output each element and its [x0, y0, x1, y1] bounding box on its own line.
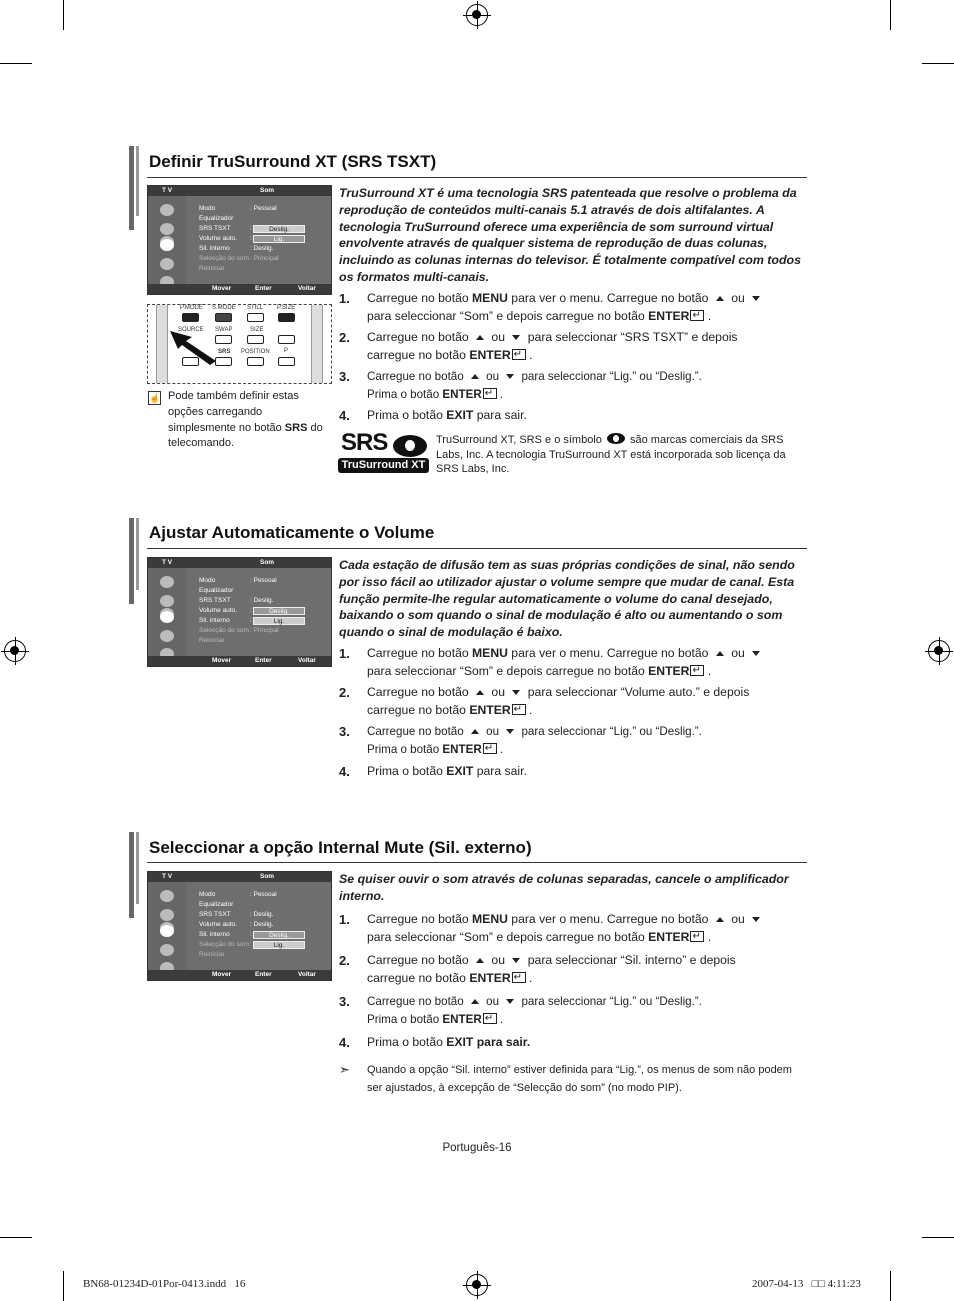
up-arrow-icon	[471, 374, 479, 379]
down-arrow-icon	[506, 999, 514, 1004]
remote-label: P.MODE	[180, 305, 203, 311]
osd-row-value: :	[250, 235, 252, 242]
osd-row-value: :	[250, 931, 252, 938]
section-marker	[136, 146, 139, 216]
osd-tv-label: T V	[162, 873, 173, 880]
osd-row-label: Reinicíar	[199, 265, 225, 272]
osd-foot-back: Voltar	[298, 971, 316, 978]
intro-paragraph: Se quiser ouvir o som através de colunas separadas, cancele o amplificador interno.	[339, 872, 789, 903]
osd-row-label: Equalizador	[199, 901, 234, 908]
picture-icon	[160, 890, 174, 902]
osd-sidebar	[148, 196, 186, 284]
osd-row-value: : Deslig.	[250, 911, 274, 918]
down-arrow-icon	[752, 917, 760, 922]
osd-foot-move: Mover	[212, 971, 232, 978]
remote-label: SIZE	[250, 327, 264, 333]
osd-row-label: Volume auto.	[199, 921, 237, 928]
remote-pmode-button	[182, 313, 199, 322]
osd-row-value: :	[250, 617, 252, 624]
remote-label: STILL	[247, 305, 264, 311]
up-arrow-icon	[471, 999, 479, 1004]
side-note: Pode também definir estas opções carregando simplesmente no botão SRS do telecomando.	[168, 390, 323, 450]
osd-foot-move: Mover	[212, 285, 232, 292]
enter-icon	[512, 972, 526, 983]
section-rule	[147, 177, 807, 178]
osd-menu-som	[147, 871, 332, 981]
picture-icon	[160, 909, 174, 921]
down-arrow-icon	[512, 335, 520, 340]
remote-up-button	[278, 335, 295, 344]
crop-mark	[890, 1271, 891, 1301]
up-arrow-icon	[716, 296, 724, 301]
osd-tv-label: T V	[162, 559, 173, 566]
osd-sidebar	[148, 568, 186, 656]
up-arrow-icon	[476, 958, 484, 963]
remote-control-illustration	[147, 304, 332, 384]
osd-row-value: : Deslig.	[250, 921, 274, 928]
osd-option-deslig: Deslig.	[253, 225, 305, 233]
trademark-note: TruSurround XT, SRS e o símbolo são marcas comerciais da SRS Labs, Inc. A tecnologia TruSurround XT está incorporada sob licença da SRS Labs, Inc.	[436, 434, 786, 475]
osd-row-label: Selecção do som	[199, 255, 249, 262]
osd-title: Som	[260, 873, 275, 880]
intro-paragraph: Cada estação de difusão tem as suas próprias condições de sinal, não sendo por isso fácil ao utilizador ajustar o volume sempre que mudar de canal. Esta função permite-lhe regular automaticamente o volume do canal desejado, baixando o som quando o sinal de modulação é alto ou aumentando o som quando o sinal de modulação é baixo.	[339, 558, 795, 640]
osd-row-value: : Deslig.	[250, 245, 274, 252]
remote-size-button	[247, 335, 264, 344]
pointer-arrow-icon	[170, 327, 220, 367]
section-marker	[136, 518, 139, 590]
osd-foot-enter: Enter	[255, 657, 272, 664]
down-arrow-icon	[752, 296, 760, 301]
down-arrow-icon	[752, 651, 760, 656]
registration-mark-icon	[466, 1274, 488, 1296]
osd-row-value: : Deslig.	[250, 597, 274, 604]
enter-icon	[690, 310, 704, 321]
note-arrow-icon: ➣	[339, 1062, 350, 1077]
osd-foot-back: Voltar	[298, 657, 316, 664]
down-arrow-icon	[512, 958, 520, 963]
osd-foot-enter: Enter	[255, 971, 272, 978]
up-arrow-icon	[716, 651, 724, 656]
osd-row-value: : Principal	[250, 627, 279, 634]
enter-icon	[483, 743, 497, 754]
osd-foot-back: Voltar	[298, 285, 316, 292]
osd-title: Som	[260, 187, 275, 194]
osd-row-label: Reinicíar	[199, 637, 225, 644]
osd-tv-label: T V	[162, 187, 173, 194]
note-hand-icon: ☝	[149, 393, 161, 403]
enter-icon	[690, 665, 704, 676]
remote-label: P	[284, 348, 289, 354]
section-marker	[129, 518, 134, 604]
osd-row-label: Sil. interno	[199, 931, 230, 938]
up-arrow-icon	[471, 729, 479, 734]
crop-mark	[63, 0, 64, 30]
page-number: Português-16	[442, 1142, 512, 1154]
channel-icon	[160, 258, 174, 270]
remote-label: SWAP	[215, 327, 233, 333]
osd-row-value: : Principal	[250, 255, 279, 262]
osd-title: Som	[260, 559, 275, 566]
sound-icon	[160, 611, 174, 623]
remote-srs-label: SRS	[218, 349, 231, 355]
remote-still-button	[247, 313, 264, 322]
remote-label: POSITION	[241, 349, 270, 355]
channel-icon	[160, 944, 174, 956]
osd-row-value: : Pessoal	[250, 205, 277, 212]
date-slug: 2007-04-13 □□ 4:11:23	[752, 1278, 861, 1290]
picture-icon	[160, 204, 174, 216]
osd-option-lig: Lig.	[253, 617, 305, 625]
remote-label: SOURCE	[178, 327, 204, 333]
osd-row-label: Volume auto.	[199, 607, 237, 614]
osd-row-label: Equalizador	[199, 215, 234, 222]
registration-mark-icon	[928, 640, 950, 662]
osd-option-lig: Lig.	[253, 235, 305, 243]
section-marker	[129, 146, 134, 230]
srs-trusurround-logo: SRS TruSurround XT	[338, 432, 430, 475]
osd-row-value: : Pessoal	[250, 891, 277, 898]
down-arrow-icon	[506, 729, 514, 734]
crop-mark	[0, 63, 32, 64]
pip-note: Quando a opção “Sil. interno” estiver definida para “Lig.”, os menus de som não podem ser ajustados, à excepção de “Selecção do som” (no modo PIP).	[367, 1064, 792, 1094]
down-arrow-icon	[506, 374, 514, 379]
sound-icon	[160, 925, 174, 937]
crop-mark	[0, 1237, 32, 1238]
osd-row-label: Modo	[199, 205, 216, 212]
enter-icon	[483, 388, 497, 399]
osd-row-label: Selecção do som	[199, 627, 249, 634]
crop-mark	[922, 63, 954, 64]
up-arrow-icon	[476, 690, 484, 695]
remote-label: P.SIZE	[277, 305, 296, 311]
picture-icon	[160, 576, 174, 588]
section-title: Seleccionar a opção Internal Mute (Sil. externo)	[149, 838, 532, 857]
osd-row-label: Reinicíar	[199, 951, 225, 958]
osd-row-label: Equalizador	[199, 587, 234, 594]
registration-mark-icon	[466, 4, 488, 26]
osd-row-label: Modo	[199, 577, 216, 584]
osd-row-value: :	[250, 941, 252, 948]
remote-down-button	[278, 357, 295, 366]
crop-mark	[890, 0, 891, 30]
section-title: Ajustar Automaticamente o Volume	[149, 523, 435, 542]
osd-row-label: SRS TSXT	[199, 225, 231, 232]
enter-icon	[690, 931, 704, 942]
osd-row-label: SRS TSXT	[199, 911, 231, 918]
up-arrow-icon	[476, 335, 484, 340]
section-marker	[136, 832, 139, 904]
section-title: Definir TruSurround XT (SRS TSXT)	[149, 152, 437, 171]
osd-option-deslig: Deslig.	[253, 931, 305, 939]
up-arrow-icon	[716, 917, 724, 922]
osd-row-value: :	[250, 225, 252, 232]
osd-row-label: Selecção do som	[199, 941, 249, 948]
enter-icon	[483, 1013, 497, 1024]
enter-icon	[512, 704, 526, 715]
osd-row-label: Sil. interno	[199, 245, 230, 252]
enter-icon	[512, 349, 526, 360]
osd-row-label: Volume auto.	[199, 235, 237, 242]
section-rule	[147, 548, 807, 549]
osd-menu-som	[147, 185, 332, 295]
osd-menu-som	[147, 557, 332, 667]
osd-row-label: Sil. interno	[199, 617, 230, 624]
intro-paragraph: TruSurround XT é uma tecnologia SRS patenteada que resolve o problema da reprodução de conteúdos multi-canais 5.1 através de dois altifalantes. A tecnologia TruSurround oferece uma experiência de som surround virtual envolvente através de qualquer sistema de reprodução de duas colunas, incluindo as colunas internas do televisor. É totalmente compatível com todos os formatos multi-canais.	[339, 186, 801, 284]
osd-option-deslig: Deslig.	[253, 607, 305, 615]
osd-foot-move: Mover	[212, 657, 232, 664]
channel-icon	[160, 630, 174, 642]
osd-foot-enter: Enter	[255, 285, 272, 292]
section-marker	[129, 832, 134, 918]
sound-icon	[160, 239, 174, 251]
picture-icon	[160, 223, 174, 235]
remote-position-button	[247, 357, 264, 366]
section-rule	[147, 862, 807, 863]
remote-psize-button	[278, 313, 295, 322]
file-slug: BN68-01234D-01Por-0413.indd 16	[83, 1278, 246, 1290]
osd-sidebar	[148, 882, 186, 970]
registration-mark-icon	[4, 640, 26, 662]
osd-row-label: SRS TSXT	[199, 597, 231, 604]
crop-mark	[63, 1271, 64, 1301]
osd-row-value: :	[250, 607, 252, 614]
osd-row-label: Modo	[199, 891, 216, 898]
crop-mark	[922, 1237, 954, 1238]
srs-symbol-icon	[607, 433, 625, 444]
down-arrow-icon	[512, 690, 520, 695]
remote-smode-button	[215, 313, 232, 322]
picture-icon	[160, 595, 174, 607]
osd-row-value: : Pessoal	[250, 577, 277, 584]
osd-option-lig: Lig.	[253, 941, 305, 949]
remote-label: S.MODE	[212, 305, 236, 311]
